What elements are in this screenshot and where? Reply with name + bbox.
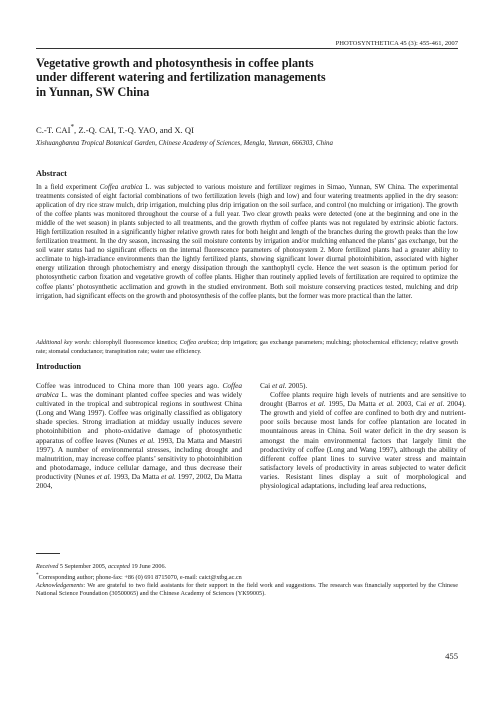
accepted-label: accepted	[108, 563, 130, 570]
acknowledgements-label: Acknowledgements	[36, 582, 84, 590]
intro-text: Coffee was introduced to China more than 100 years ago.	[36, 381, 220, 390]
introduction-left-column	[36, 381, 242, 490]
species-name: Coffea arabica	[36, 381, 242, 400]
intro-text: 1993, Da Matta	[111, 471, 162, 481]
abstract-heading: Abstract	[36, 169, 67, 178]
introduction-heading: Introduction	[36, 362, 82, 371]
abstract-text-part: In a field experiment	[36, 184, 100, 191]
corresponding-author-mark: *	[70, 123, 75, 131]
citation-etal: et al.	[161, 471, 176, 481]
header-rule	[36, 48, 458, 49]
acknowledgements-note	[36, 582, 458, 598]
keywords-label: Additional key words	[36, 339, 90, 346]
abstract-text-part: L. was subjected to various moisture and fertilizer regimes in Simao, Yunnan, SW China. The experimental treatments consisted of eight factorial combinations of two fertilization levels (high and low) and four watering treatments applied in the dry season: application of dry rice straw mulch, drip irrigation, mulching plus drip irrigation on the soil surface, and control (no mulching or irrigation). The growth of the coffee plants was monitored throughout the course of a full year. Two clear growth peaks were detected (one at the beginning and one in the middle of the wet season) in plants subjected to all treatments, and the growth rhythm of coffee plants was not regulated by extrinsic abiotic factors. High fertilization resulted in a significantly higher relative growth rates for both height and length of the branches during the growth peaks than the low fertilization treatment. In the dry season, increasing the soil moisture contents by irrigation and/or mulching enhanced the plants’ gas exchange, but the soil water status had no significant effects on the internal fluorescence parameters of photosystem 2. More fertilized plants had a greater ability to acclimate to high-irradiance environments than the lightly fertilized plants, showing significant lower diurnal photoinhibition, associated with higher energy utilization through photochemistry and energy dissipation through the xanthophyll cycle. Hence the wet season is the optimum period for photosynthetic carbon fixation and vegetative growth of coffee plants. Higher than routinely applied levels of fertilization are required to optimize the coffee plants’ photosynthetic acclimation and growth in the studied environment. Both soil moisture conserving practices tested, mulching and drip irrigation, had significant effects on the growth and photosynthesis of the coffee plants, but the former was more practical than the latter.	[36, 184, 458, 300]
received-date: 5 September 2005,	[58, 563, 108, 570]
footnote-rule	[36, 553, 60, 554]
page-number: 455	[445, 651, 458, 661]
intro-text: Coffee plants require high levels of nutrients and are sensitive to drought (Barros	[260, 390, 466, 409]
article-title	[36, 56, 436, 99]
citation-etal: et al.	[139, 435, 155, 445]
intro-paragraph	[36, 381, 242, 490]
intro-text: Cai	[260, 381, 272, 390]
corresponding-text: Corresponding author; phone-fax: +86 (0) 691 8715070, e-mail: caict@xtbg.ac.cn	[38, 574, 242, 582]
author-list	[36, 123, 194, 135]
title-line: Vegetative growth and photosynthesis in coffee plants	[36, 56, 314, 70]
keywords-text: : chlorophyll fluorescence kinetics;	[89, 339, 180, 346]
abstract-text	[36, 183, 458, 301]
citation-etal: et al.	[271, 381, 287, 390]
received-label: Received	[36, 563, 59, 570]
other-authors: , Z.-Q. CAI, T.-Q. YAO, and X. QI	[74, 124, 194, 135]
first-author: C.-T. CAI	[36, 124, 71, 135]
keywords-text: ; drip irrigation; gas exchange parameters; mulching; photochemical efficiency; relative growth rate; stomatal conductance; transpiration rate; water use efficiency.	[36, 339, 458, 355]
citation-etal: et al.	[310, 399, 326, 409]
citation-etal: et al.	[428, 399, 445, 409]
intro-text: 1993, Da Matta and Maestri 1997). A number of environmental stresses, including drought and malnutrition, may increase coffee plants’ sensitivity to photoinhibition and photodamage, induce cellular damage, and thus decrease their productivity (Nunes	[36, 435, 242, 481]
citation-etal: et al.	[378, 399, 395, 409]
footnotes	[36, 563, 458, 598]
corresponding-note	[36, 571, 458, 582]
citation-etal: et al.	[96, 471, 112, 481]
intro-text: 2004). The growth and yield of coffee are confined to both dry and nutrient-poor soils because most lands for coffee plantation are located in mountainous areas in China. Soil water deficit in the dry season is amongst the main environmental factors that largely limit the productivity of coffee (Long and Wang 1997), although the ability of different coffee plant lines to survive water stress and maintain satisfactory levels of productivity in areas subjected to water deficit varies. Resistant lines display a suit of morphological and physiological adaptations, including leaf area reductions,	[260, 399, 466, 491]
intro-text: 1997, 2002, Da Matta 2004,	[36, 471, 242, 491]
intro-text: 2003, Cai	[394, 399, 429, 409]
acknowledgements-text: : We are grateful to two field assistants for their support in the field work and suggestions. The research was financially supported by the Chinese National Science Foundation (30500065) and the Chinese Academy of Sciences (YK99005).	[36, 582, 458, 598]
running-head: PHOTOSYNTHETICA 45 (3): 455-461, 2007	[335, 40, 458, 47]
intro-paragraph	[260, 381, 466, 390]
introduction-right-column	[260, 381, 466, 490]
intro-paragraph	[260, 390, 466, 490]
intro-text: L. was the dominant planted coffee species and was widely cultivated in the tropical and subtropical regions in southwest China (Long and Wang 1997). Coffee was originally classified as obligatory shade species. Strong irradiation at midday usually induces severe photoinhibition and photo-oxidative damage of photosynthetic apparatus of coffee leaves (Nunes	[36, 390, 242, 445]
corresponding-mark: *	[36, 572, 39, 579]
received-note	[36, 563, 458, 571]
intro-text: 1995, Da Matta	[325, 399, 379, 409]
accepted-date: 19 June 2006.	[130, 563, 167, 570]
title-line: under different watering and fertilization managements	[36, 70, 326, 85]
title-line: in Yunnan, SW China	[36, 84, 150, 99]
intro-text: 2005).	[286, 381, 308, 390]
affiliation: Xishuangbanna Tropical Botanical Garden, Chinese Academy of Sciences, Mengla, Yunnan, 666303, China	[36, 140, 333, 147]
species-name: Coffea arabica	[179, 339, 218, 346]
species-name: Coffea arabica	[99, 184, 143, 191]
keywords	[36, 339, 458, 356]
